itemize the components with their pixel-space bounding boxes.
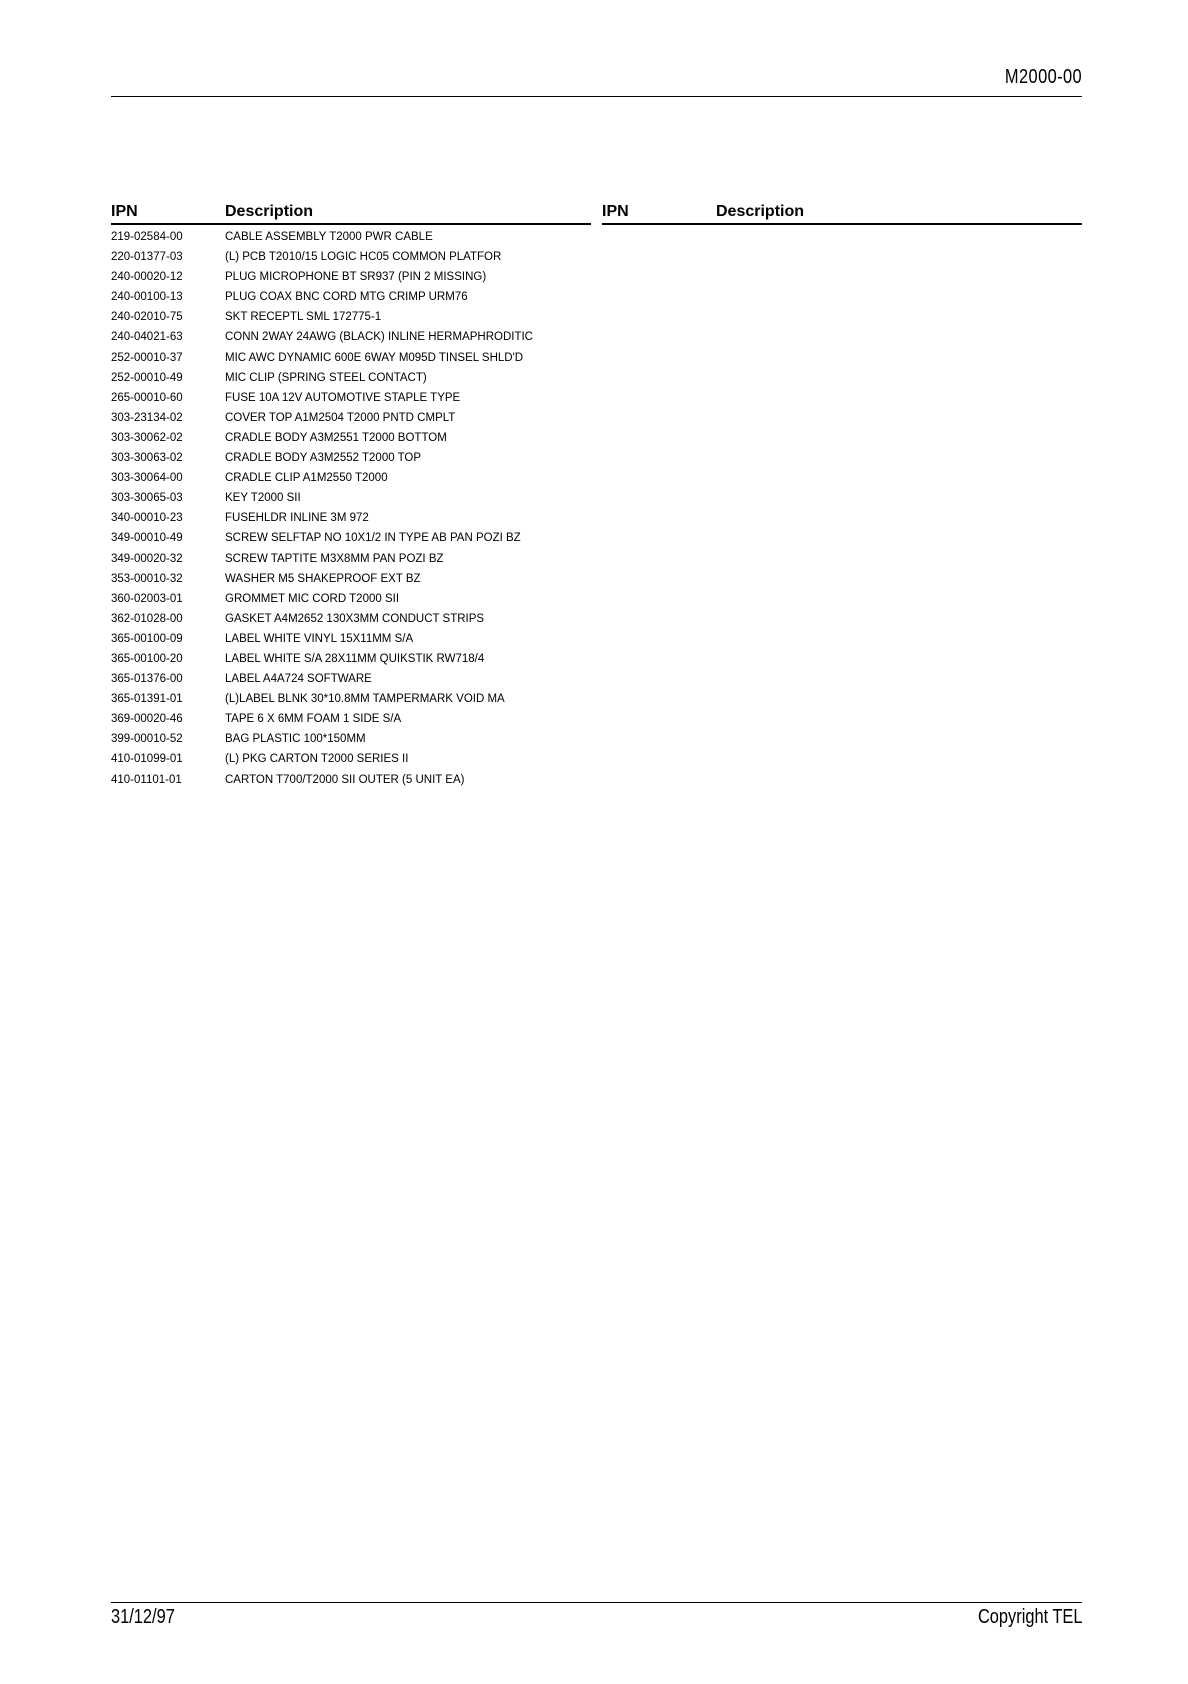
row-ipn: 219-02584-00 — [111, 231, 183, 243]
column-header-description: Description — [225, 203, 314, 220]
row-description: MIC AWC DYNAMIC 600E 6WAY M095D TINSEL SHLD'D — [225, 351, 524, 364]
row-description: LABEL WHITE S/A 28X11MM QUIKSTIK RW718/4 — [225, 652, 485, 665]
row-description: GASKET A4M2652 130X3MM CONDUCT STRIPS — [225, 612, 485, 625]
row-ipn: 410-01101-01 — [111, 773, 182, 786]
table-row — [111, 448, 591, 468]
row-ipn: 353-00010-32 — [111, 572, 183, 585]
table-row — [111, 327, 591, 347]
table-row — [111, 549, 591, 569]
row-ipn: 240-04021-63 — [111, 331, 183, 344]
row-ipn: 252-00010-37 — [111, 351, 183, 364]
row-description: CONN 2WAY 24AWG (BLACK) INLINE HERMAPHRODITIC — [225, 331, 533, 344]
header-rule — [111, 96, 1082, 97]
row-description: LABEL A4A724 SOFTWARE — [225, 673, 372, 686]
row-description: COVER TOP A1M2504 T2000 PNTD CMPLT — [225, 411, 456, 424]
table-row — [111, 709, 591, 729]
table-row — [111, 267, 591, 287]
row-ipn: 365-01376-00 — [111, 673, 183, 686]
table-row — [111, 689, 591, 709]
table-row — [111, 729, 591, 749]
row-ipn: 303-30062-02 — [111, 431, 183, 444]
table-row — [111, 408, 591, 428]
row-ipn: 349-00020-32 — [111, 552, 183, 565]
table-row — [111, 508, 591, 528]
table-row — [111, 569, 591, 589]
row-description: FUSEHLDR INLINE 3M 972 — [225, 512, 369, 525]
table-row — [111, 488, 591, 508]
row-description: CRADLE BODY A3M2551 T2000 BOTTOM — [225, 431, 447, 444]
row-ipn: 365-01391-01 — [111, 693, 183, 706]
row-description: CRADLE BODY A3M2552 T2000 TOP — [225, 452, 422, 465]
row-ipn: 303-30063-02 — [111, 452, 183, 465]
row-description: KEY T2000 SII — [225, 492, 301, 505]
row-ipn: 360-02003-01 — [111, 592, 183, 605]
row-ipn: 303-23134-02 — [111, 411, 183, 424]
footer-date: 31/12/97 — [111, 1606, 175, 1628]
row-description: BAG PLASTIC 100*150MM — [225, 733, 366, 746]
row-ipn: 220-01377-03 — [111, 251, 183, 264]
table-row — [111, 428, 591, 448]
table-row — [111, 528, 591, 548]
parts-list — [111, 227, 591, 790]
table-row — [111, 368, 591, 388]
table-row — [111, 649, 591, 669]
row-description: SCREW TAPTITE M3X8MM PAN POZI BZ — [225, 552, 444, 565]
column-header-description-right: Description — [716, 203, 805, 220]
row-ipn: 399-00010-52 — [111, 733, 183, 746]
row-ipn: 365-00100-09 — [111, 632, 183, 645]
row-description: SKT RECEPTL SML 172775-1 — [225, 311, 382, 324]
row-description: SCREW SELFTAP NO 10X1/2 IN TYPE AB PAN POZI BZ — [225, 532, 521, 545]
row-description: FUSE 10A 12V AUTOMOTIVE STAPLE TYPE — [225, 391, 461, 404]
row-description: (L) PKG CARTON T2000 SERIES II — [225, 753, 409, 766]
table-row — [111, 227, 591, 247]
row-description: WASHER M5 SHAKEPROOF EXT BZ — [225, 572, 421, 585]
table-row — [111, 468, 591, 488]
table-row — [111, 629, 591, 649]
row-ipn: 365-00100-20 — [111, 652, 183, 665]
row-description: MIC CLIP (SPRING STEEL CONTACT) — [225, 371, 427, 384]
table-row — [111, 589, 591, 609]
table-row — [111, 348, 591, 368]
row-description: (L) PCB T2010/15 LOGIC HC05 COMMON PLATFOR — [225, 251, 502, 264]
table-header-left — [111, 201, 591, 225]
row-ipn: 303-30064-00 — [111, 472, 183, 485]
table-header-right — [602, 201, 1082, 225]
table-row — [111, 609, 591, 629]
row-description: TAPE 6 X 6MM FOAM 1 SIDE S/A — [225, 713, 402, 726]
table-row — [111, 669, 591, 689]
row-ipn: 369-00020-46 — [111, 713, 183, 726]
row-description: CABLE ASSEMBLY T2000 PWR CABLE — [225, 231, 433, 243]
row-ipn: 349-00010-49 — [111, 532, 183, 545]
row-ipn: 240-00020-12 — [111, 271, 183, 284]
footer-rule — [111, 1602, 1082, 1603]
row-ipn: 362-01028-00 — [111, 612, 183, 625]
table-row — [111, 247, 591, 267]
table-row — [111, 388, 591, 408]
row-ipn: 252-00010-49 — [111, 371, 183, 384]
row-description: PLUG COAX BNC CORD MTG CRIMP URM76 — [225, 291, 468, 304]
column-header-ipn: IPN — [111, 203, 138, 220]
row-description: LABEL WHITE VINYL 15X11MM S/A — [225, 632, 414, 645]
row-description: CARTON T700/T2000 SII OUTER (5 UNIT EA) — [225, 773, 465, 786]
row-ipn: 240-02010-75 — [111, 311, 183, 324]
row-ipn: 410-01099-01 — [111, 753, 183, 766]
table-row — [111, 770, 591, 790]
table-row — [111, 287, 591, 307]
row-ipn: 265-00010-60 — [111, 391, 183, 404]
row-ipn: 240-00100-13 — [111, 291, 183, 304]
column-header-ipn-right: IPN — [602, 203, 629, 220]
footer-copyright: Copyright TEL — [977, 1606, 1082, 1628]
row-description: CRADLE CLIP A1M2550 T2000 — [225, 472, 388, 485]
document-code: M2000-00 — [1004, 66, 1082, 88]
row-description: GROMMET MIC CORD T2000 SII — [225, 592, 400, 605]
row-description: PLUG MICROPHONE BT SR937 (PIN 2 MISSING) — [225, 271, 487, 284]
table-row — [111, 307, 591, 327]
row-ipn: 340-00010-23 — [111, 512, 183, 525]
row-description: (L)LABEL BLNK 30*10.8MM TAMPERMARK VOID MA — [225, 693, 505, 706]
table-row — [111, 749, 591, 769]
row-ipn: 303-30065-03 — [111, 492, 183, 505]
